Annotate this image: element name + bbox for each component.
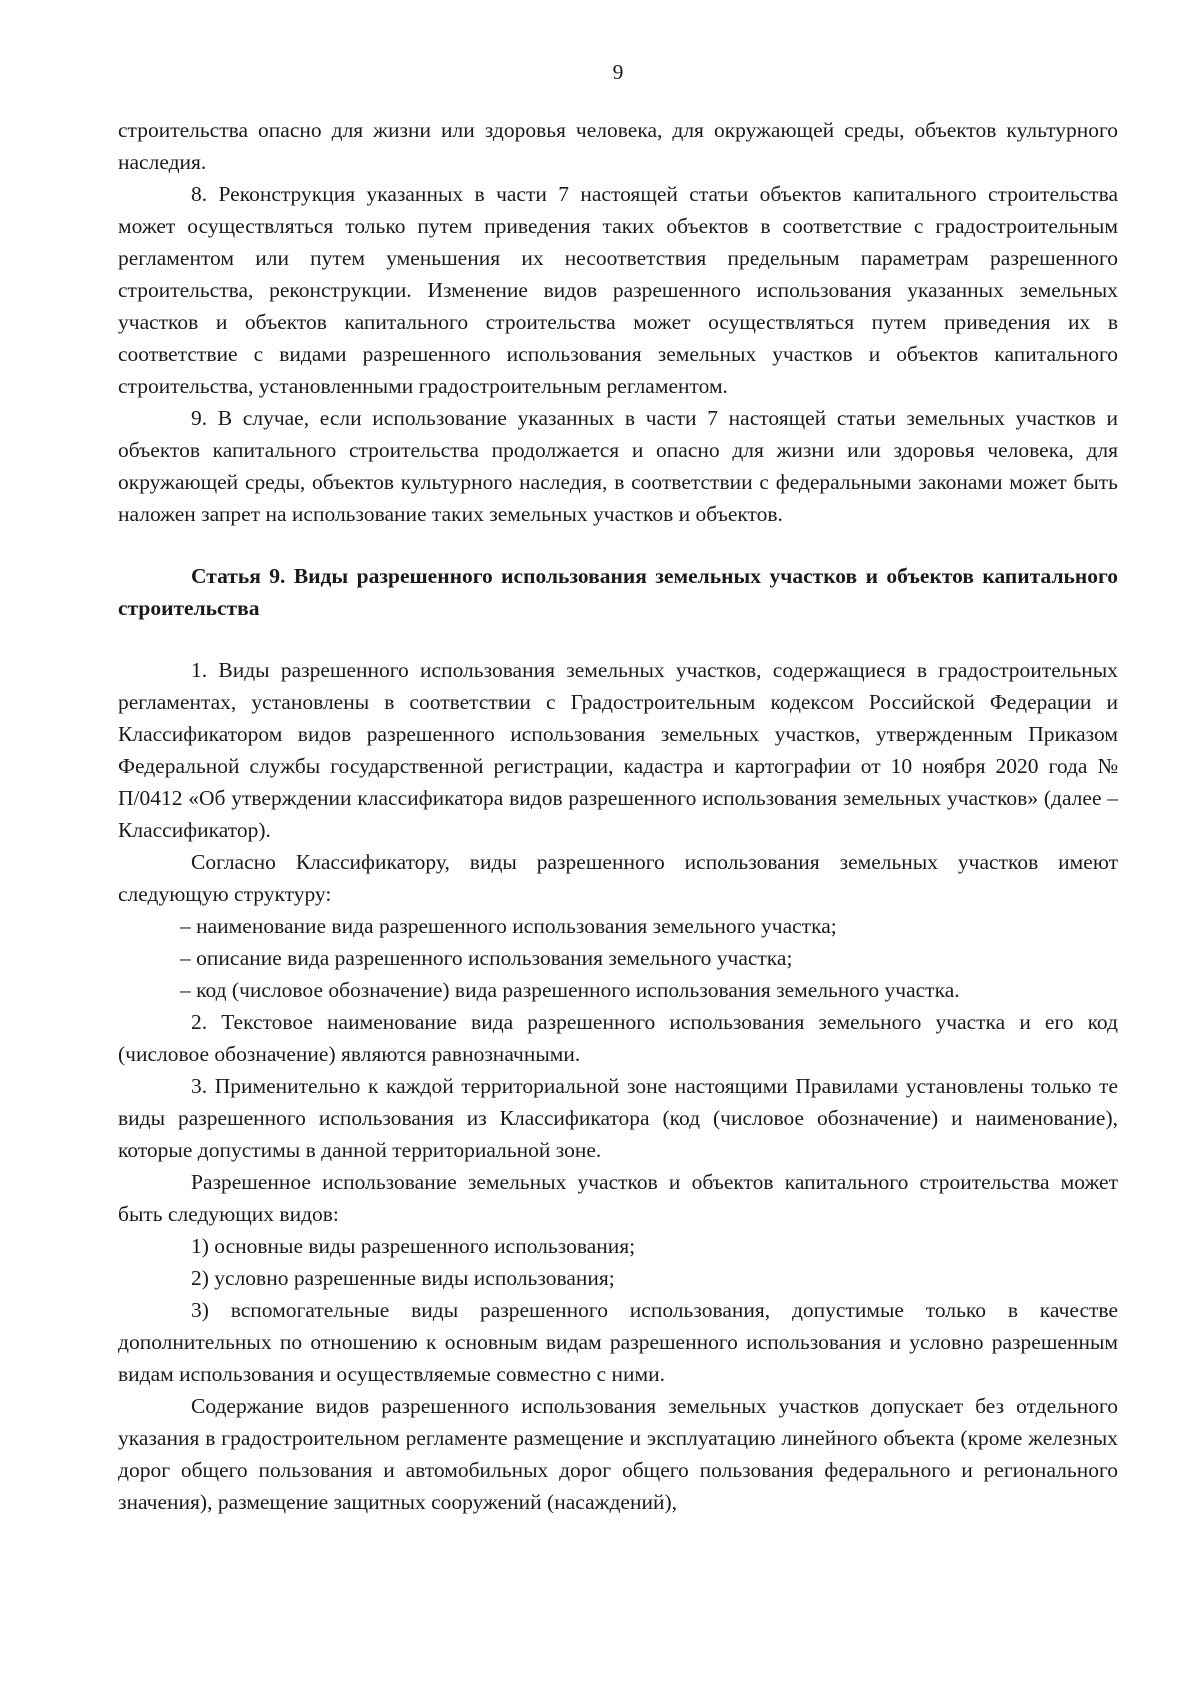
paragraph-continuation: строительства опасно для жизни или здоровья человека, для окружающей среды, объектов культурного наследия. — [118, 118, 1118, 174]
paragraph-permitted-use-kinds: Разрешенное использование земельных участков и объектов капитального строительства может быть следующих видов: — [118, 1170, 1118, 1226]
kinds-list-item: 2) условно разрешенные виды использования; — [191, 1266, 615, 1290]
paragraph-8: 8. Реконструкция указанных в части 7 настоящей статьи объектов капитального строительства может осуществляться только путем приведения таких объектов в соответствие с градостроительным регламентом или путем уменьшения их несоответствия предельным параметрам разрешенного строительства, реконструкции. Изменение видов разрешенного использования указанных земельных участков и объектов капитального строительства может осуществляться путем приведения их в соответствие с видами разрешенного использования земельных участков и объектов капитального строительства, установленными градостроительным регламентом. — [118, 182, 1118, 398]
structure-list-item: – код (числовое обозначение) вида разрешенного использования земельного участка. — [180, 978, 960, 1002]
paragraph-9: 9. В случае, если использование указанных в части 7 настоящей статьи земельных участков и объектов капитального строительства продолжается и опасно для жизни или здоровья человека, для окружающей среды, объектов культурного наследия, в соответствии с федеральными законами может быть наложен запрет на использование таких земельных участков и объектов. — [118, 406, 1118, 526]
kinds-list-item: 3) вспомогательные виды разрешенного использования, допустимые только в качестве дополнительных по отношению к основным видам разрешенного использования и условно разрешенным видам использования и осуществляемые совместно с ними. — [118, 1298, 1118, 1386]
paragraph-article-1: 1. Виды разрешенного использования земельных участков, содержащиеся в градостроительных регламентах, установлены в соответствии с Градостроительным кодексом Российской Федерации и Классификатором видов разрешенного использования земельных участков, утвержденным Приказом Федеральной службы государственной регистрации, кадастра и картографии от 10 ноября 2020 года № П/0412 «Об утверждении классификатора видов разрешенного использования земельных участков» (далее – Классификатор). — [118, 658, 1118, 842]
paragraph-linear-objects: Содержание видов разрешенного использования земельных участков допускает без отдельного указания в градостроительном регламенте размещение и эксплуатацию линейного объекта (кроме железных дорог общего пользования и автомобильных дорог общего пользования федерального и регионального значения), размещение защитных сооружений (насаждений), — [118, 1394, 1118, 1514]
kinds-list-item: 1) основные виды разрешенного использования; — [191, 1234, 636, 1258]
article-heading: Статья 9. Виды разрешенного использования земельных участков и объектов капитального строительства — [118, 564, 1118, 620]
paragraph-article-2: 2. Текстовое наименование вида разрешенного использования земельного участка и его код (числовое обозначение) являются равнозначными. — [118, 1010, 1118, 1066]
paragraph-classifier-structure: Согласно Классификатору, виды разрешенного использования земельных участков имеют следующую структуру: — [118, 850, 1118, 906]
structure-list-item: – описание вида разрешенного использования земельного участка; — [180, 946, 793, 970]
structure-list-item: – наименование вида разрешенного использования земельного участка; — [180, 914, 837, 938]
paragraph-article-3: 3. Применительно к каждой территориальной зоне настоящими Правилами установлены только те виды разрешенного использования из Классификатора (код (числовое обозначение) и наименование), которые допустимы в данной территориальной зоне. — [118, 1074, 1118, 1162]
page-number: 9 — [612, 60, 624, 84]
document-body — [118, 114, 1118, 1518]
